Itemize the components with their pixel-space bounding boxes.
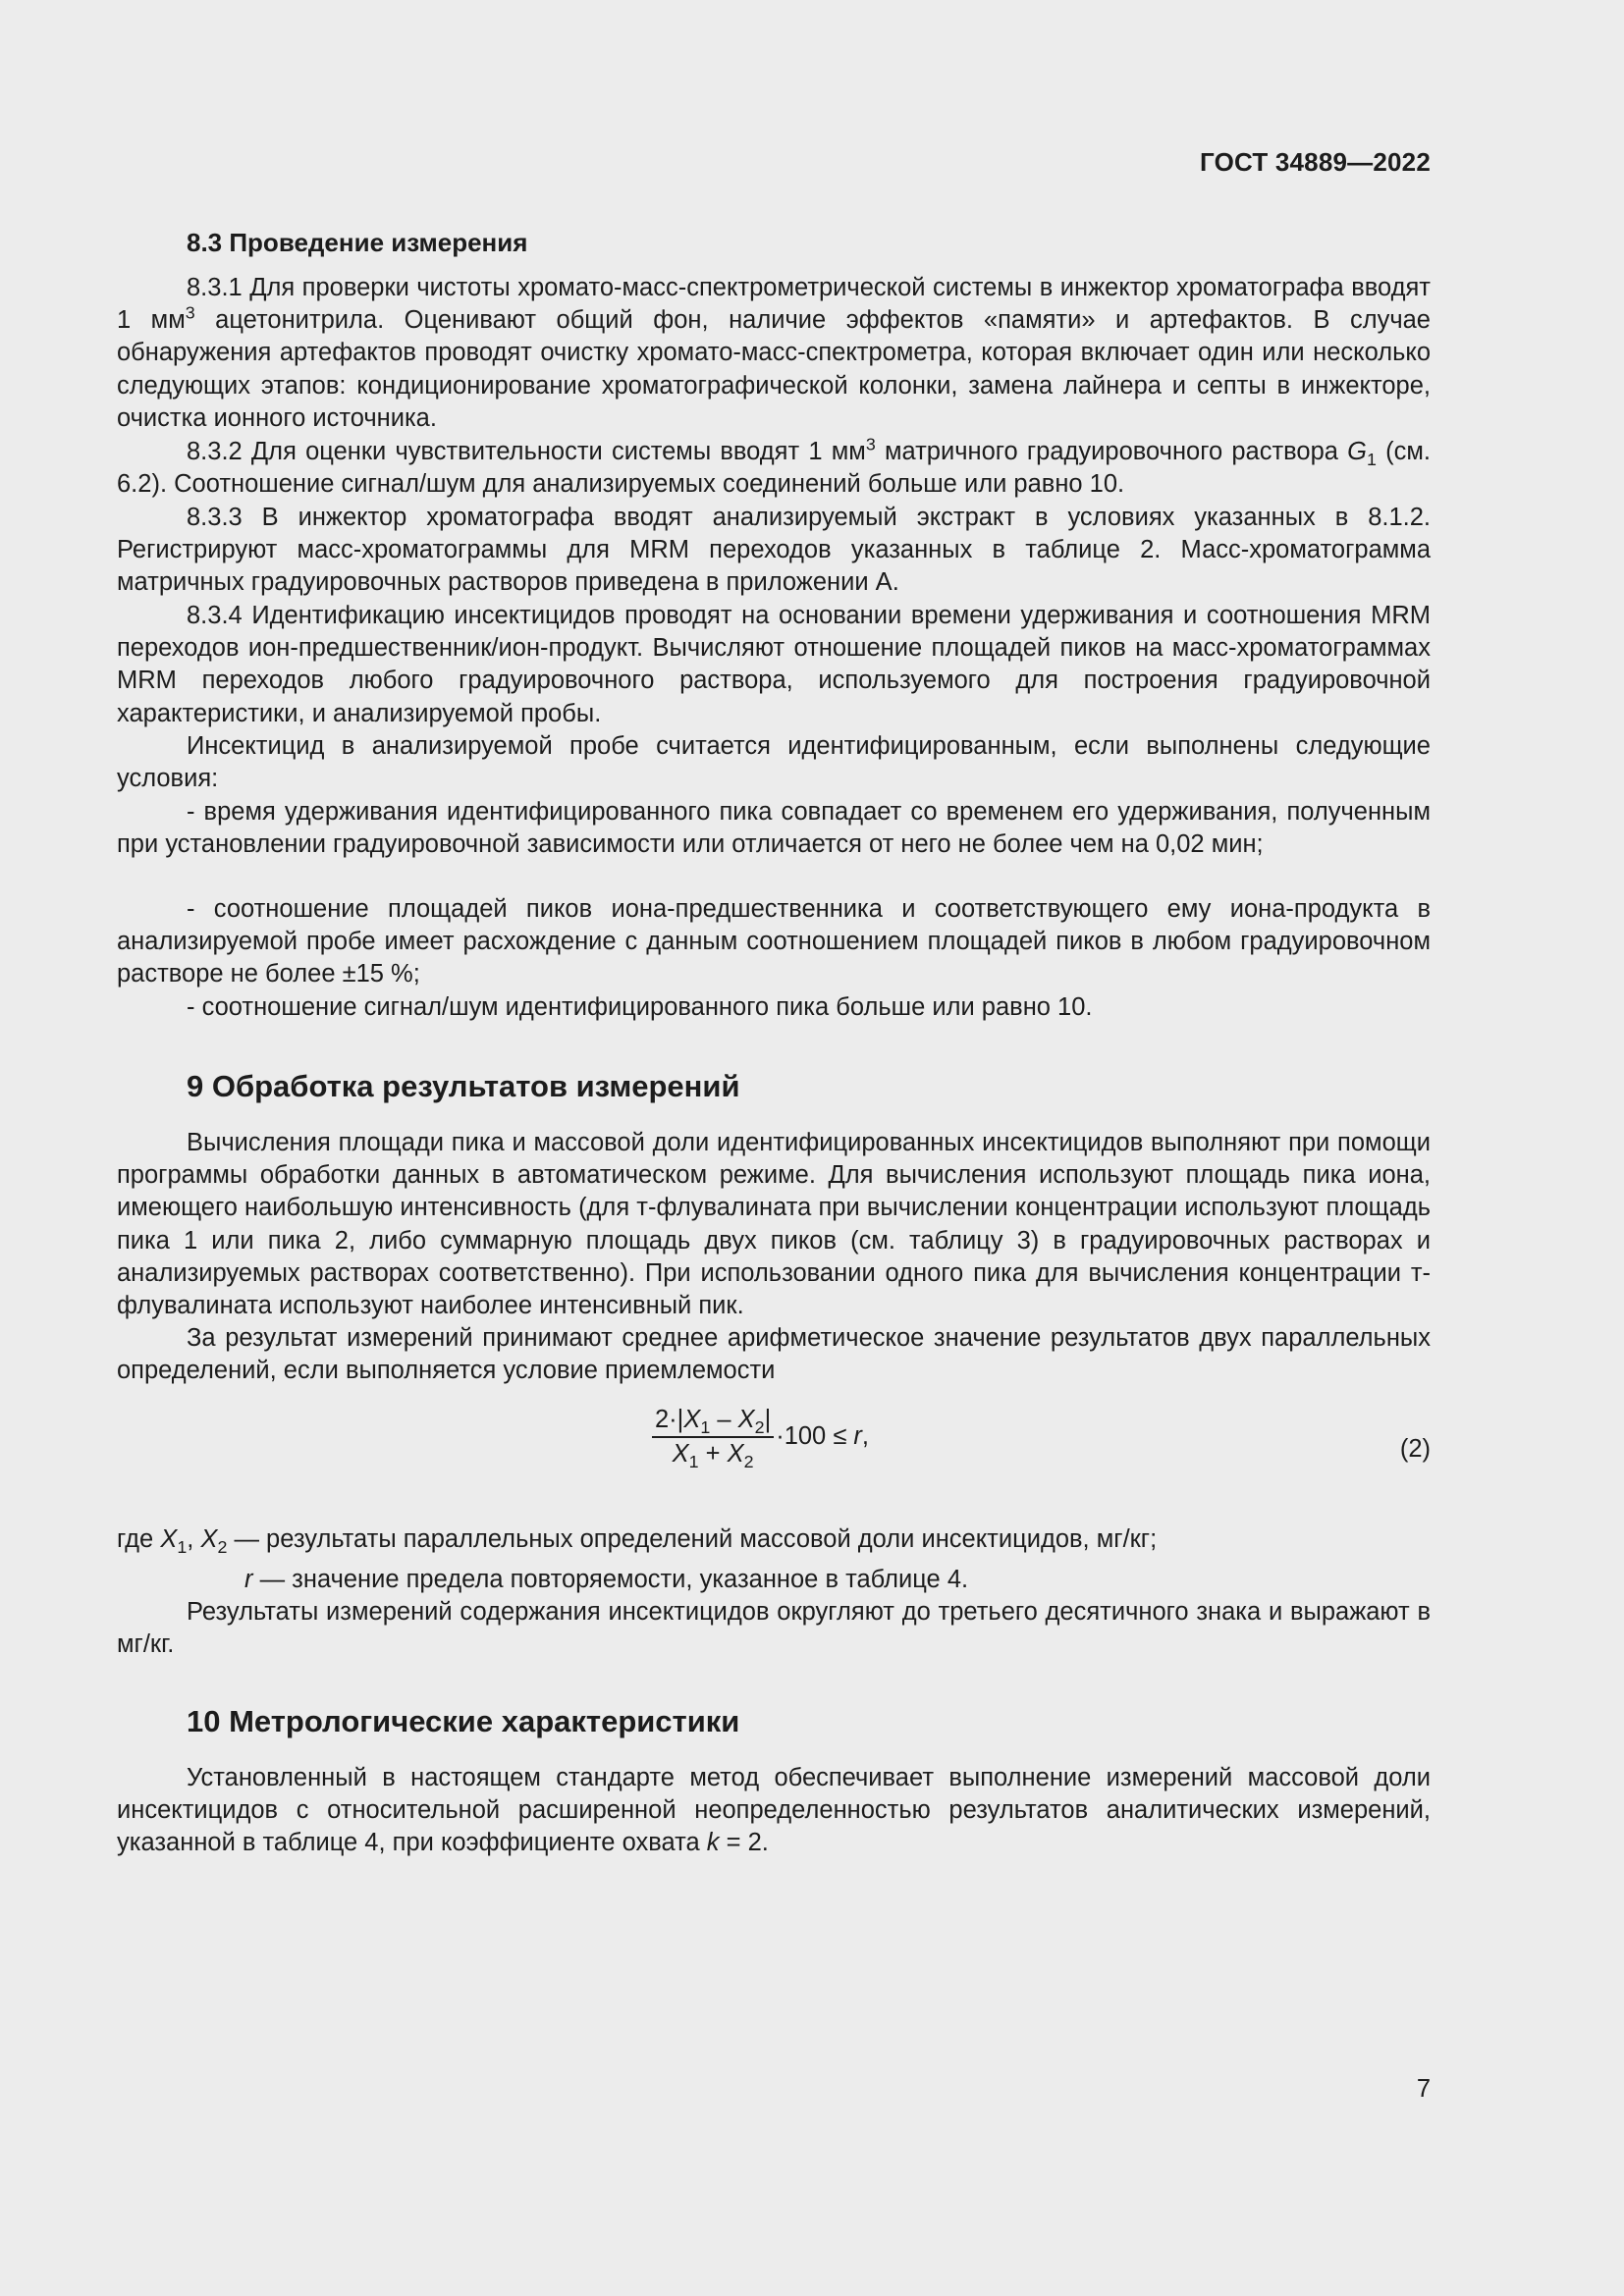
section-9-heading: 9 Обработка результатов измерений — [187, 1069, 740, 1103]
paragraph-10-1: Установленный в настоящем стандарте метод обеспечивает выполнение измерений массовой доли инсектицидов с относительной расширенной неопределенностью результатов аналитических измерений, указанной в таблице 4, при коэффициенте охвата k = 2. — [117, 1764, 1431, 1857]
page-number: 7 — [1416, 2075, 1431, 2103]
condition-item-3: - соотношение сигнал/шум идентифицированного пика больше или равно 10. — [187, 993, 1093, 1021]
paragraph-9-1: Вычисления площади пика и массовой доли идентифицированных инсектицидов выполняют при помощи программы обработки данных в автоматическом режиме. Для вычисления используют площадь пика иона, имеющего наибольшую интенсивность (для т-флувалината при вычислении концентрации используют площадь пика 1 или пика 2, либо суммарную площадь двух пиков (см. таблицу 3) в градуировочных растворах и анализируемых растворах соответственно). При использовании одного пика для вычисления концентрации т-флувалината используют наиболее интенсивный пик. — [117, 1129, 1431, 1320]
section-10-heading: 10 Метрологические характеристики — [187, 1704, 740, 1738]
where-x-definition: где $X_1$, $X_2$ — результаты параллельных определений массовой доли инсектицидов, мг/кг; — [117, 1525, 1158, 1558]
paragraph-8-3-3: 8.3.3 В инжектор хроматографа вводят анализируемый экстракт в условиях указанных в 8.1.2. Регистрируют масс-хроматограммы для MRM переходов указанных в таблице 2. Масс-хроматограмма матричных градуировочных растворов приведена в приложении А. — [117, 504, 1431, 597]
section-8-3-heading: 8.3 Проведение измерения — [187, 228, 528, 257]
formula-2 — [652, 1406, 869, 1472]
document-page — [117, 0, 1431, 2296]
paragraph-9-3: Результаты измерений содержания инсектицидов округляют до третьего десятичного знака и выражают в мг/кг. — [117, 1598, 1431, 1659]
equation-number: (2) — [1399, 1435, 1431, 1463]
condition-item-2: - соотношение площадей пиков иона-предшественника и соответствующего ему иона-продукта в анализируемой пробе имеет расхождение с данным соотношением площадей пиков в любом градуировочном растворе не более ±15 %; — [117, 895, 1431, 988]
paragraph-8-3-1: 8.3.1 Для проверки чистоты хромато-масс-спектрометрической системы в инжектор хроматографа вводят 1 $мм^3$ ацетонитрила. Оценивают общий фон, наличие эффектов «памяти» и артефактов. В случае обнаружения артефактов проводят очистку хромато-масс-спектрометра, которая включает один или несколько следующих этапов: кондиционирование хроматографической колонки, замена лайнера и септы в инжекторе, очистка ионного источника. — [117, 274, 1431, 432]
paragraph-8-3-4: 8.3.4 Идентификацию инсектицидов проводят на основании времени удерживания и соотношения MRM переходов ион-предшественник/ион-продукт. Вычисляют отношение площадей пиков на масс-хроматограммах MRM переходов любого градуировочного раствора, используемого для построения градуировочной характеристики, и анализируемой пробы. — [117, 602, 1431, 727]
paragraph-9-2: За результат измерений принимают среднее арифметическое значение результатов двух параллельных определений, если выполняется условие приемлемости — [117, 1324, 1431, 1385]
formula-tail: ·100 ≤ r, — [776, 1422, 869, 1450]
condition-item-1: - время удерживания идентифицированного пика совпадает со временем его удерживания, полученным при установлении градуировочной зависимости или отличается от него не более чем на 0,02 мин; — [117, 798, 1431, 859]
paragraph-8-3-2: 8.3.2 Для оценки чувствительности системы вводят 1 $мм^3$ матричного градуировочного раствора $G_1$ (см. 6.2). Соотношение сигнал/шум для анализируемых соединений больше или равно 10. — [117, 434, 1431, 499]
formula-denominator: $X_1 + X_2$ — [672, 1440, 754, 1472]
formula-numerator: $2\cdot|X_1 - X_2|$ — [652, 1406, 774, 1438]
where-r-definition: r — значение предела повторяемости, указанное в таблице 4. — [244, 1566, 969, 1593]
paragraph-conditions-intro: Инсектицид в анализируемой пробе считается идентифицированным, если выполнены следующие условия: — [117, 732, 1431, 793]
document-code: ГОСТ 34889—2022 — [1200, 147, 1431, 177]
formula-fraction — [652, 1406, 774, 1472]
